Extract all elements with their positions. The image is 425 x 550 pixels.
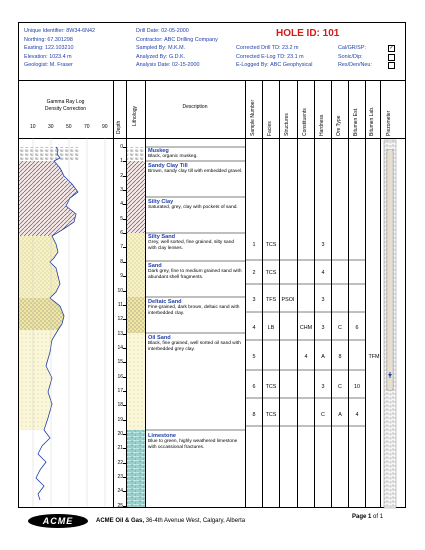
elogged-value: ABC Geophysical: [270, 62, 313, 69]
depth-tick: 5: [120, 215, 123, 222]
depth-tick-mark: [123, 147, 126, 148]
unit-sand: [148, 263, 243, 281]
sample-cell-constituents: CHM: [299, 325, 313, 331]
depth-tick: 1: [120, 158, 123, 165]
analysis-date-value: 02-15-2000: [171, 62, 200, 69]
unit-title: Deltaic Sand: [148, 299, 182, 305]
northing-value: 67.301298: [47, 36, 73, 43]
sample-cell-ore: C: [338, 325, 342, 331]
depth-tick: 17: [117, 387, 123, 394]
drill-td-label: Corrected Drill TD:: [236, 45, 281, 51]
depth-tick-mark: [123, 391, 126, 392]
gamma-title-line1: Gamma Ray Log: [46, 99, 85, 105]
depth-tick: 3: [120, 187, 123, 194]
depth-tick-mark: [123, 477, 126, 478]
sample-cell-ore: A: [338, 412, 342, 418]
depth-tick: 12: [117, 316, 123, 323]
constituents-header: Constituents: [302, 108, 308, 136]
unit-description: Black, fine grained, well sorted oil sand with interbedded grey clay.: [148, 341, 241, 353]
depth-tick: 20: [117, 431, 123, 437]
sample-cell-bit-est: 10: [354, 384, 360, 390]
depth-tick-mark: [123, 276, 126, 277]
unit-title: Muskeg: [148, 148, 169, 154]
page-number: [352, 514, 383, 520]
depth-tick-mark: [123, 491, 126, 492]
depth-tick: 10: [117, 287, 123, 294]
depth-tick-mark: [123, 319, 126, 320]
unit-title: Oil Sand: [148, 335, 171, 341]
lithology-header: Lithology: [132, 105, 138, 126]
page-label: Page: [352, 514, 367, 520]
acme-logo-text: ACME: [42, 516, 74, 526]
depth-tick: 13: [117, 330, 123, 337]
depth-tick: 21: [117, 445, 123, 452]
northing-label: Northing:: [24, 36, 46, 43]
drill-date-value: 02-05-2000: [161, 28, 189, 34]
piezometer-header: Piezometer: [386, 110, 392, 136]
depth-tick: 19: [117, 416, 123, 423]
sample-cell-num: 8: [252, 412, 256, 418]
sample-cell-num: 4: [252, 325, 256, 331]
depth-tick: 11: [117, 301, 123, 308]
uid-label: Unique Identifier:: [24, 28, 65, 34]
depth-tick: 2: [120, 172, 123, 179]
acme-logo: [28, 514, 88, 528]
sample-cell-bit-est: 6: [355, 325, 359, 331]
depth-tick-mark: [123, 420, 126, 421]
unit-title: Sandy Clay Till: [148, 163, 188, 169]
unit-description: Blue to green, highly weathered limestone with occassional fractures.: [148, 439, 238, 451]
geologist-value: M. Fraser: [49, 62, 73, 69]
analyzed-label: Analyzed By:: [136, 53, 168, 60]
elog-td-label: Corrected E-Log TD:: [236, 53, 286, 60]
depth-tick-mark: [123, 161, 126, 162]
unit-description: Brown, sandy clay till with embedded gravel.: [148, 169, 243, 174]
sample-cell-hardness: 3: [321, 325, 325, 331]
cal-checkbox[interactable]: ✓: [389, 45, 394, 51]
depth-header: Depth: [116, 120, 122, 134]
depth-tick: 18: [117, 402, 123, 409]
depth-tick-mark: [123, 233, 126, 234]
drill-td-value: 23.2 m: [282, 45, 299, 51]
geologist-label: Geologist:: [24, 62, 49, 69]
sample-cell-facies: TCS: [265, 412, 277, 418]
sample-cell-num: 6: [252, 384, 256, 390]
unit-title: Silty Clay: [148, 199, 174, 205]
company-address: 36-4th Avenue West, Calgary, Alberta: [145, 518, 246, 524]
footer-address: [96, 518, 245, 524]
depth-tick: 8: [120, 258, 123, 265]
unit-description: Fine-grained, dark brown, deltaic sand with interbedded clay.: [148, 305, 240, 317]
depth-tick: 14: [117, 344, 123, 351]
uid-value: 8W34-6N42: [66, 28, 96, 34]
depth-tick-mark: [123, 463, 126, 464]
depth-tick-mark: [123, 405, 126, 406]
unit-description: Dark grey, fine to medium grained sand with abundant shell fragments.: [148, 269, 242, 281]
sample-cell-bit-est: 4: [355, 412, 359, 418]
unit-silty-sand: [148, 234, 243, 252]
sample-cell-hardness: 3: [321, 242, 325, 248]
unit-title: Limestone: [148, 433, 176, 439]
sample-cell-hardness: A: [321, 354, 325, 360]
elevation-label: Elevation:: [24, 53, 48, 60]
depth-tick-mark: [123, 448, 126, 449]
unit-title: Silty Sand: [148, 234, 176, 240]
unit-description: Black, organic muskeg.: [148, 154, 198, 159]
unit-limestone: [148, 433, 243, 451]
gamma-tick: 70: [84, 124, 90, 130]
depth-tick: 6: [120, 230, 123, 237]
analyzed-value: G.D.K.: [168, 53, 186, 60]
depth-tick-mark: [123, 362, 126, 363]
sonic-label: Sonic/Dip:: [338, 53, 363, 60]
gamma-title-line2: Density Correction: [44, 106, 87, 112]
sample-cell-hardness: 4: [321, 270, 325, 276]
easting-label: Easting:: [24, 45, 44, 52]
elevation-value: 1023.4 m: [49, 53, 72, 60]
cal-label: Cal/GR/SP:: [338, 45, 366, 51]
sample-cell-ore: C: [338, 384, 342, 390]
depth-tick: 0: [120, 144, 123, 150]
depth-tick-mark: [123, 334, 126, 335]
sample-cell-ore: 8: [338, 354, 342, 360]
depth-tick-mark: [123, 291, 126, 292]
page-current: 1: [368, 514, 372, 520]
depth-tick-mark: [123, 305, 126, 306]
company-name: ACME Oil & Gas,: [96, 518, 145, 524]
sample-cell-num: 2: [252, 270, 256, 276]
ore-type-header: Ore Type: [336, 115, 342, 136]
sample-cell-hardness: 3: [321, 297, 325, 303]
sample-cell-facies: TCS: [265, 270, 277, 276]
unit-title: Sand: [148, 263, 162, 269]
sample-cell-hardness: C: [321, 412, 325, 418]
depth-tick-mark: [123, 377, 126, 378]
sample-cell-facies: TCS: [265, 242, 277, 248]
unit-deltaic-sand: [148, 299, 243, 317]
gamma-tick: 10: [30, 124, 36, 130]
sample-cell-facies: LB: [267, 325, 275, 331]
sample-cell-structures: PSOI: [281, 297, 295, 303]
depth-tick-mark: [123, 176, 126, 177]
res-label: Res/Den/Neu:: [338, 62, 372, 69]
depth-tick: 24: [117, 488, 123, 495]
unit-oil-sand: [148, 335, 243, 353]
depth-tick: 22: [117, 459, 123, 466]
sampled-value: M.K.M.: [168, 45, 186, 52]
drill-date-label: Drill Date:: [136, 28, 160, 34]
sampled-label: Sampled By:: [136, 45, 167, 52]
bitumen-lab-header: Bitumen Lab.: [369, 106, 375, 136]
description-header: Description: [182, 104, 208, 110]
facies-header: Facies: [267, 121, 273, 136]
contractor-value: ABC Drilling Company: [164, 36, 218, 43]
contractor-label: Contractor:: [136, 36, 163, 43]
depth-tick-mark: [123, 348, 126, 349]
depth-tick: 4: [120, 201, 123, 208]
depth-tick: 9: [120, 273, 123, 280]
elogged-label: E-Logged By:: [236, 62, 269, 69]
sample-cell-bit-lab: TFM: [368, 354, 380, 360]
elog-td-value: 23.1 m: [287, 53, 304, 60]
depth-tick: 23: [117, 474, 123, 481]
depth-tick-mark: [123, 190, 126, 191]
depth-tick: 7: [120, 244, 123, 251]
gamma-tick: 90: [102, 124, 108, 130]
sample-cell-facies: TFS: [265, 297, 277, 303]
bitumen-est-header: Bitumen Est.: [353, 107, 359, 136]
depth-tick-mark: [123, 506, 126, 507]
unit-sandy-clay-till: [148, 163, 243, 175]
depth-tick: 15: [117, 359, 123, 366]
easting-value: 122.103210: [44, 45, 74, 52]
structures-header: Structures: [284, 113, 290, 136]
depth-tick-mark: [123, 247, 126, 248]
page-of: of 1: [373, 514, 384, 520]
sample-cell-num: 3: [252, 297, 256, 303]
sample-cell-constituents: 4: [304, 354, 308, 360]
sample-number-header: Sample Number: [250, 99, 256, 136]
unit-description: Saturated, grey, clay with pockets of sand.: [148, 205, 238, 210]
depth-tick-mark: [123, 204, 126, 205]
gamma-tick: 30: [48, 124, 54, 130]
sample-cell-num: 1: [252, 242, 256, 248]
unit-description: Grey, well sorted, fine grained, silty sand with clay lenses.: [148, 240, 235, 252]
hole-id: HOLE ID: 101: [276, 28, 340, 39]
unit-muskeg: [148, 148, 243, 160]
depth-tick-mark: [123, 262, 126, 263]
depth-tick-mark: [123, 219, 126, 220]
depth-tick: 16: [117, 373, 123, 380]
sample-cell-facies: TCS: [265, 384, 277, 390]
depth-tick: 25: [117, 502, 123, 509]
analysis-date-label: Analysis Date:: [136, 62, 171, 69]
unit-silty-clay: [148, 199, 243, 211]
depth-tick-mark: [123, 434, 126, 435]
sample-cell-hardness: 3: [321, 384, 325, 390]
hardness-header: Hardness: [319, 114, 325, 136]
gamma-tick: 50: [66, 124, 72, 130]
sample-cell-num: 5: [252, 354, 256, 360]
